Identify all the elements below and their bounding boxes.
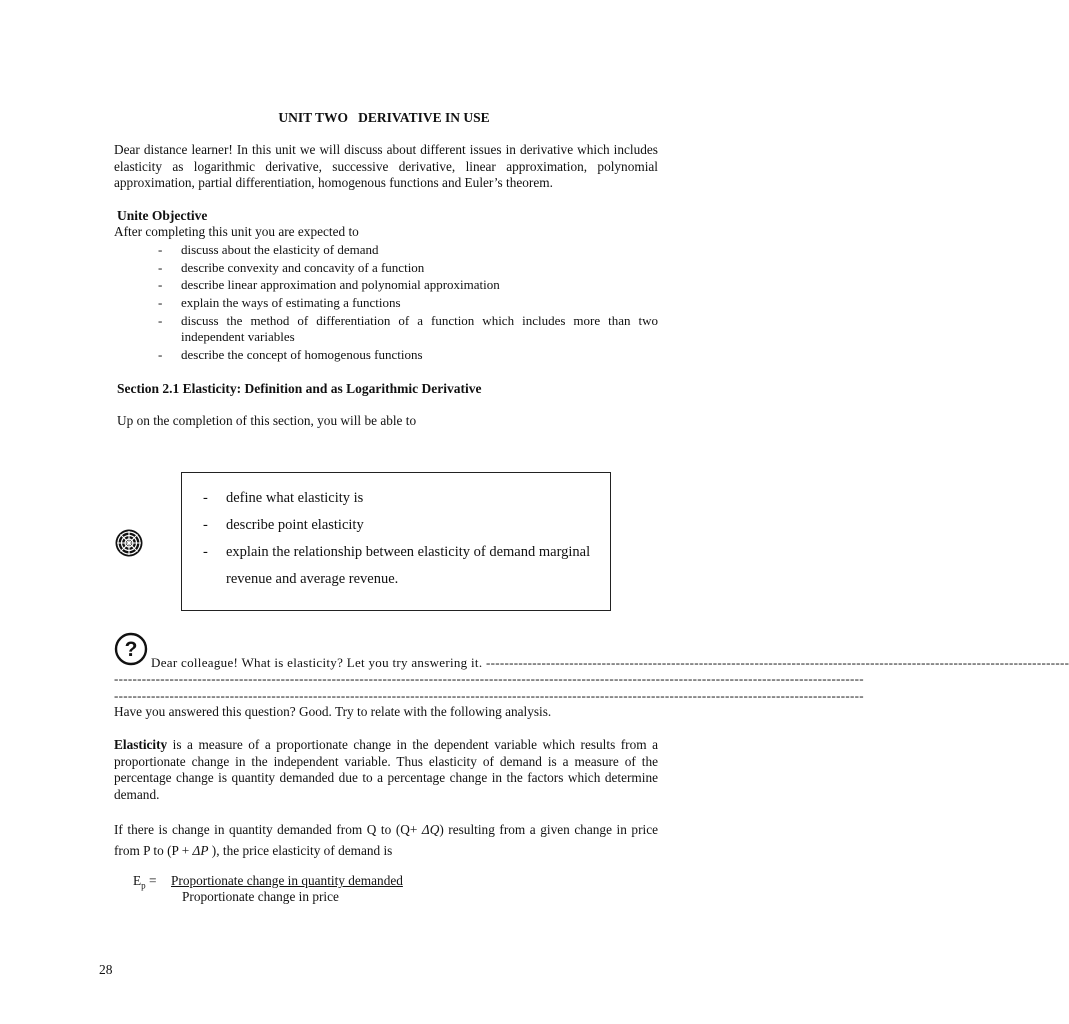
objective-item: - describe linear approximation and polynomial approximation: [158, 277, 500, 292]
change-paragraph: If there is change in quantity demanded from Q to (Q+ ΔQ) resulting from a given change in price from P to (P + ΔP ), the price elasticity of demand is: [114, 822, 659, 858]
followup-text: Have you answered this question? Good. Try to relate with the following analysis.: [114, 704, 552, 719]
section-lead: Up on the completion of this section, you will be able to: [117, 413, 417, 428]
answer-line: ------------------------------------------------------------------------------------------------------------------------------------------------------------------: [114, 671, 864, 686]
page-number: 28: [99, 962, 113, 977]
objective-item: - describe the concept of homogenous functions: [158, 347, 423, 362]
objective-item: - discuss the method of differentiation of a function which includes more than two independent variables: [158, 313, 658, 344]
box-item: - describe point elasticity: [203, 517, 364, 533]
question-line: Dear colleague! What is elasticity? Let you try answering it. ------------------------------------------------------------------------------------------------------------------------------: [151, 655, 1069, 670]
objective-item: - discuss about the elasticity of demand: [158, 242, 379, 257]
formula-numerator: Proportionate change in quantity demanded: [171, 873, 403, 888]
svg-text:?: ?: [124, 638, 138, 661]
unit-title: UNIT TWO DERIVATIVE IN USE: [278, 110, 490, 125]
question-icon: [114, 632, 148, 671]
formula-lhs: $E_p$ =: [133, 873, 157, 891]
objective-item: - describe convexity and concavity of a function: [158, 260, 425, 275]
web-target-icon: [114, 528, 144, 563]
section-heading: Section 2.1 Elasticity: Definition and as Logarithmic Derivative: [117, 381, 482, 396]
intro-paragraph: Dear distance learner! In this unit we will discuss about different issues in derivative which includes elasticity as logarithmic derivative, successive derivative, linear approximation, polynomial approximation, partial differentiation, homogenous functions and Euler’s theorem.: [114, 142, 658, 190]
elasticity-paragraph: Elasticity is a measure of a proportionate change in the dependent variable which results from a proportionate change in the independent variable. Thus elasticity of demand is a measure of the percentage change is quantity demanded due to a percentage change in the factors which determine demand.: [114, 737, 658, 802]
question-text: Dear colleague! What is elasticity? Let you try answering it.: [151, 655, 486, 670]
answer-line: ------------------------------------------------------------------------------------------------------------------------------------------------------------------: [114, 688, 864, 703]
objective-lead: After completing this unit you are expected to: [114, 224, 359, 239]
formula-denominator: Proportionate change in price: [182, 889, 339, 904]
objective-item: - explain the ways of estimating a functions: [158, 295, 401, 310]
box-item: - define what elasticity is: [203, 490, 364, 506]
elasticity-term: Elasticity: [114, 737, 168, 752]
objective-heading: Unite Objective: [117, 208, 208, 223]
box-item: - explain the relationship between elasticity of demand marginal revenue and average revenue.: [203, 544, 591, 587]
